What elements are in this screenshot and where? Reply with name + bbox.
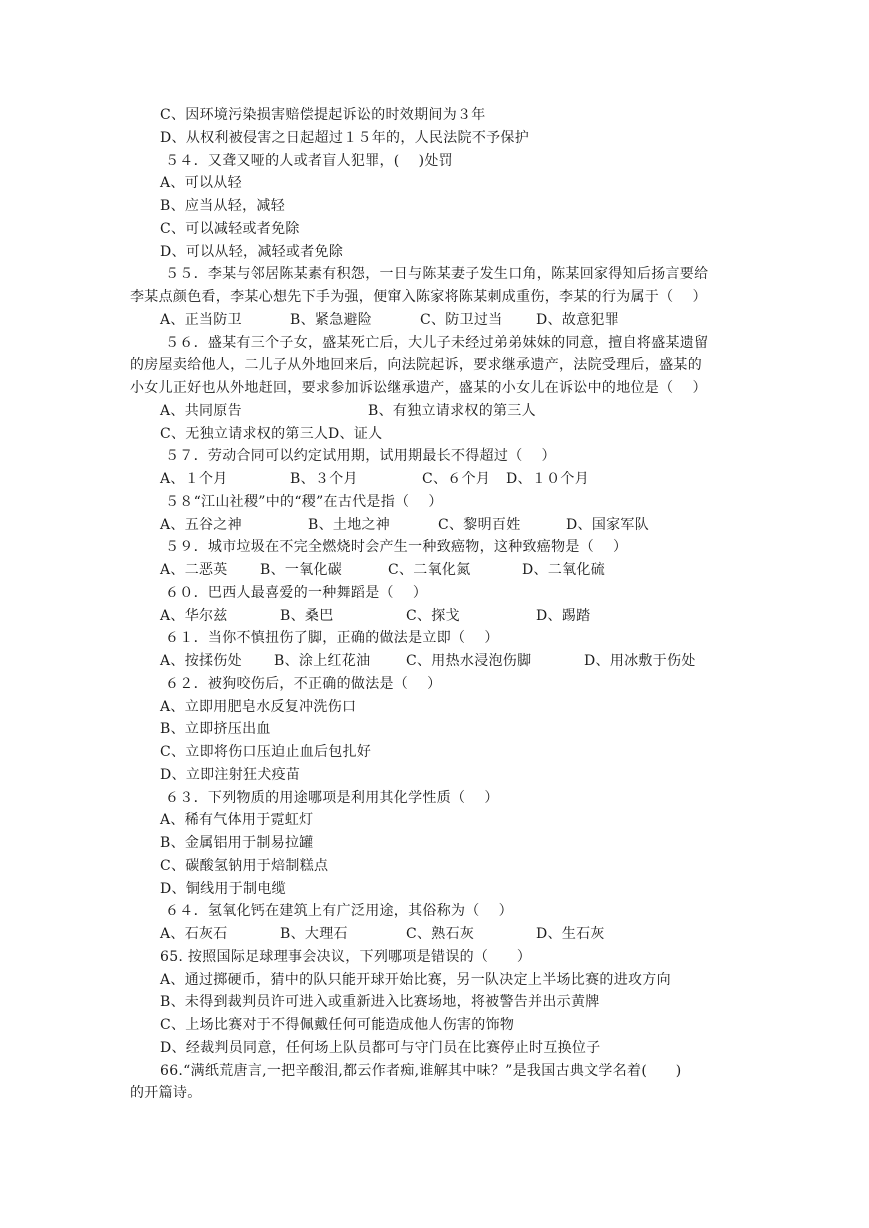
line-text: D、经裁判员同意，任何场上队员都可与守门员在比赛停止时互换位子 [160,1039,601,1056]
text-line [0,1014,869,1037]
option-text: D、１０个月 [506,471,590,487]
option-text: C、熟石灰 [406,926,475,942]
option-text: D、证人 [328,425,383,442]
text-line [0,536,869,559]
text-line [0,718,869,741]
option-text: B、土地之神 [308,516,391,533]
option-text: A、正当防卫 [160,311,242,328]
text-line [0,445,869,468]
text-line [0,218,869,241]
line-text: ６１．当你不慎扭伤了脚，正确的做法是立即（ ） [165,630,499,647]
text-line [0,354,869,377]
line-text: A、立即用肥皂水反复冲洗伤口 [160,698,357,715]
text-line [0,741,869,764]
option-text: A、共同原告 [160,402,242,419]
option-text: C、防卫过当 [420,311,503,328]
line-text: ５６．盛某有三个子女，盛某死亡后，大儿子未经过弟弟妹妹的同意，擅自将盛某遗留 [165,334,709,351]
option-text: A、按揉伤处 [160,653,242,669]
line-text: C、碳酸氢钠用于焙制糕点 [160,857,329,874]
text-line [0,627,869,650]
line-text: D、立即注射狂犬疫苗 [160,766,301,783]
option-text: A、二恶英 [160,562,228,578]
text-line [0,309,869,332]
line-text: A、通过掷硬币，猜中的队只能开球开始比赛，另一队决定上半场比赛的进攻方向 [160,971,671,988]
text-line [0,764,869,787]
line-text: ６２．被狗咬伤后，不正确的做法是（ ） [165,675,442,692]
text-line [0,832,869,855]
text-line [0,150,869,173]
text-line [0,809,869,832]
line-text: A、稀有气体用于霓虹灯 [160,812,314,829]
text-line [0,855,869,878]
text-line [0,696,869,719]
text-line [0,900,869,923]
line-text: C、可以减轻或者免除 [160,220,300,237]
line-text: 66.“满纸荒唐言,一把辛酸泪,都云作者痴,谁解其中味？”是我国古典文学名着( ) [160,1062,682,1079]
line-text: B、金属铝用于制易拉罐 [160,835,314,851]
line-text: ５４．又聋又哑的人或者盲人犯罪，( )处罚 [165,152,453,169]
option-text: B、有独立请求权的第三人 [368,402,536,419]
document-body [0,104,869,1105]
line-text: ６４．氢氧化钙在建筑上有广泛用途，其俗称为（ ） [165,903,513,920]
option-text: A、１个月 [160,471,228,487]
option-text: B、一氧化碳 [260,562,343,578]
text-line [0,605,869,628]
line-text: B、立即挤压出血 [160,721,271,738]
option-text: C、无独立请求权的第三人 [160,425,329,442]
option-text: C、黎明百姓 [438,516,521,533]
text-line [0,582,869,605]
option-text: A、五谷之神 [160,516,242,533]
text-line [0,923,869,946]
text-line [0,787,869,810]
text-line [0,241,869,264]
option-text: C、６个月 [422,471,491,487]
text-line [0,946,869,969]
text-line [0,969,869,992]
line-text: ６０．巴西人最喜爱的一种舞蹈是（ ） [165,584,428,601]
option-text: B、桑巴 [280,607,334,624]
text-line [0,673,869,696]
text-line [0,1037,869,1060]
line-text: B、应当从轻，减轻 [160,198,285,214]
line-text: A、可以从轻 [160,175,242,192]
text-line [0,468,869,491]
line-text: ５５．李某与邻居陈某素有积怨，一日与陈某妻子发生口角，陈某回家得知后扬言要给 [165,266,709,283]
line-text: C、上场比赛对于不得佩戴任何可能造成他人伤害的饰物 [160,1017,515,1033]
line-text: C、因环境污染损害赔偿提起诉讼的时效期间为３年 [160,107,486,123]
line-text: C、立即将伤口压迫止血后包扎好 [160,744,372,760]
text-line [0,104,869,127]
line-text: B、未得到裁判员许可进入或重新进入比赛场地，将被警告并出示黄牌 [160,994,600,1011]
line-text: D、铜线用于制电缆 [160,880,286,897]
line-text: 的房屋卖给他人，二儿子从外地回来后，向法院起诉，要求继承遗产，法院受理后，盛某的 [130,357,702,374]
text-line [0,263,869,286]
option-text: C、用热水浸泡伤脚 [406,653,532,669]
option-text: D、二氧化硫 [522,562,606,578]
option-text: D、生石灰 [536,926,605,942]
option-text: D、踢踏 [536,607,591,624]
line-text: 65. 按照国际足球理事会决议，下列哪项是错误的（ ） [160,948,532,965]
text-line [0,423,869,446]
option-text: B、紧急避险 [290,311,373,328]
text-line [0,400,869,423]
text-line [0,559,869,582]
option-text: A、华尔兹 [160,607,228,624]
line-text: 李某点颜色看，李某心想先下手为强，便窜入陈家将陈某刺成重伤，李某的行为属于（ ） [130,289,707,305]
text-line [0,172,869,195]
text-line [0,514,869,537]
option-text: A、石灰石 [160,926,228,942]
option-text: C、二氧化氮 [388,562,471,578]
text-line [0,491,869,514]
option-text: D、国家军队 [566,516,650,533]
line-text: ５７．劳动合同可以约定试用期，试用期最长不得超过（ ） [165,448,556,465]
text-line [0,650,869,673]
option-text: B、大理石 [280,926,348,942]
line-text: 的开篇诗。 [130,1085,202,1102]
option-text: C、探戈 [406,607,460,624]
option-text: D、用冰敷于伤处 [584,653,696,669]
text-line [0,127,869,150]
text-line [0,1060,869,1083]
text-line [0,991,869,1014]
text-line [0,286,869,309]
text-line [0,878,869,901]
line-text: D、从权利被侵害之日起超过１５年的，人民法院不予保护 [160,129,530,146]
line-text: ６３．下列物质的用途哪项是利用其化学性质（ ） [165,789,499,806]
line-text: ５８“江山社稷”中的“稷”在古代是指（ ） [165,493,443,510]
text-line [0,195,869,218]
text-line [0,1082,869,1105]
option-text: B、涂上红花油 [274,653,371,669]
option-text: D、故意犯罪 [536,311,620,328]
line-text: ５９．城市垃圾在不完全燃烧时会产生一种致癌物，这种致癌物是（ ） [165,539,628,556]
text-line [0,332,869,355]
line-text: D、可以从轻，减轻或者免除 [160,243,344,260]
text-line [0,377,869,400]
option-text: B、３个月 [290,471,358,487]
line-text: 小女儿正好也从外地赶回，要求参加诉讼继承遗产，盛某的小女儿在诉讼中的地位是（ ） [130,380,707,396]
